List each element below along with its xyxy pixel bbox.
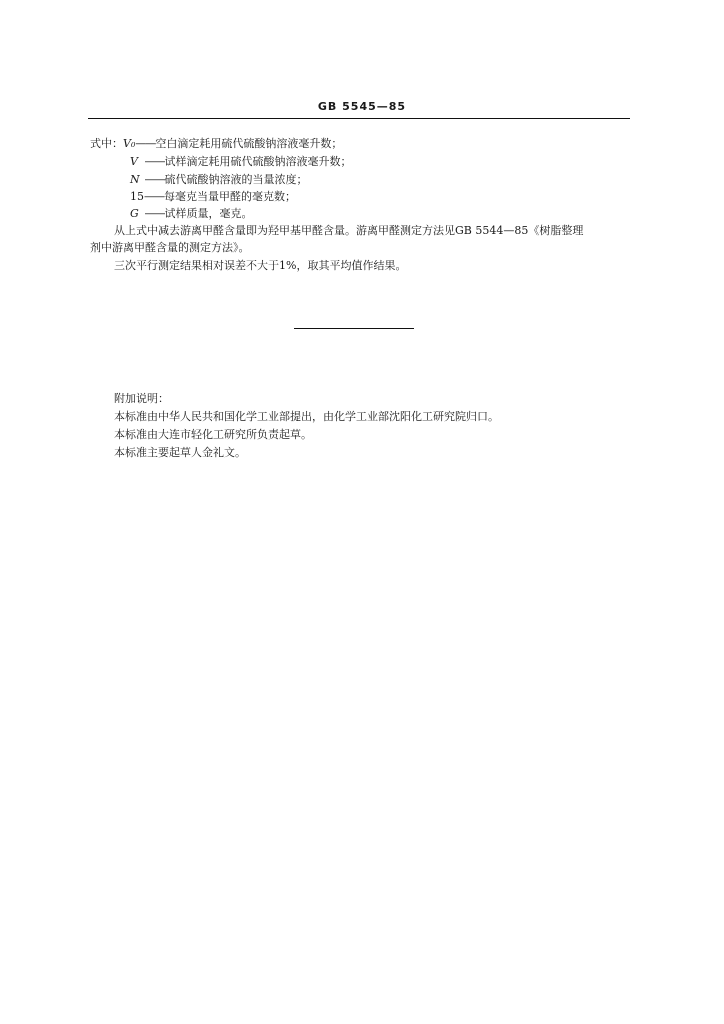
definition-text: 每毫克当量甲醛的毫克数； <box>164 190 296 203</box>
definition-dash: —— <box>142 207 165 220</box>
paragraph-calculation-line2: 剂中游离甲醛含量的测定方法》。 <box>90 241 250 254</box>
section-separator <box>294 328 414 329</box>
definition-row-v <box>130 155 352 169</box>
note-line: 本标准由大连市轻化工研究所负责起草。 <box>114 428 312 441</box>
definition-row-g <box>130 207 253 221</box>
symbol-v: V <box>130 155 138 168</box>
definition-text: 空白滴定耗用硫代硫酸钠溶液毫升数； <box>155 137 343 150</box>
note-line: 本标准主要起草人金礼文。 <box>114 446 246 459</box>
definition-row-15 <box>130 190 296 204</box>
note-line: 本标准由中华人民共和国化学工业部提出，由化学工业部沈阳化工研究院归口。 <box>114 410 499 423</box>
definition-text: 硫代硫酸钠溶液的当量浓度； <box>164 173 308 186</box>
definition-row-v0 <box>90 137 342 151</box>
definition-text: 试样滴定耗用硫代硫酸钠溶液毫升数； <box>164 155 352 168</box>
paragraph-calculation-line1: 从上式中减去游离甲醛含量即为羟甲基甲醛含量。游离甲醛测定方法见GB 5544—85《树脂整理 <box>114 224 584 237</box>
definition-row-n <box>130 173 308 187</box>
header-rule <box>88 118 630 119</box>
definitions-lead: 式中： <box>90 137 123 150</box>
symbol-g: G <box>130 207 139 220</box>
definition-dash: —— <box>144 190 164 203</box>
symbol-n: N <box>130 173 140 186</box>
definition-dash: —— <box>135 137 156 150</box>
standard-code-header: GB 5545—85 <box>317 100 407 113</box>
definition-text: 试样质量，毫克。 <box>164 207 253 220</box>
definition-dash: —— <box>142 155 165 168</box>
symbol-v0: V₀ <box>123 137 136 150</box>
notes-heading: 附加说明： <box>114 392 169 405</box>
definition-dash: —— <box>142 173 165 186</box>
symbol-15: 15 <box>130 190 144 203</box>
paragraph-precision: 三次平行测定结果相对误差不大于1%，取其平均值作结果。 <box>114 259 407 272</box>
